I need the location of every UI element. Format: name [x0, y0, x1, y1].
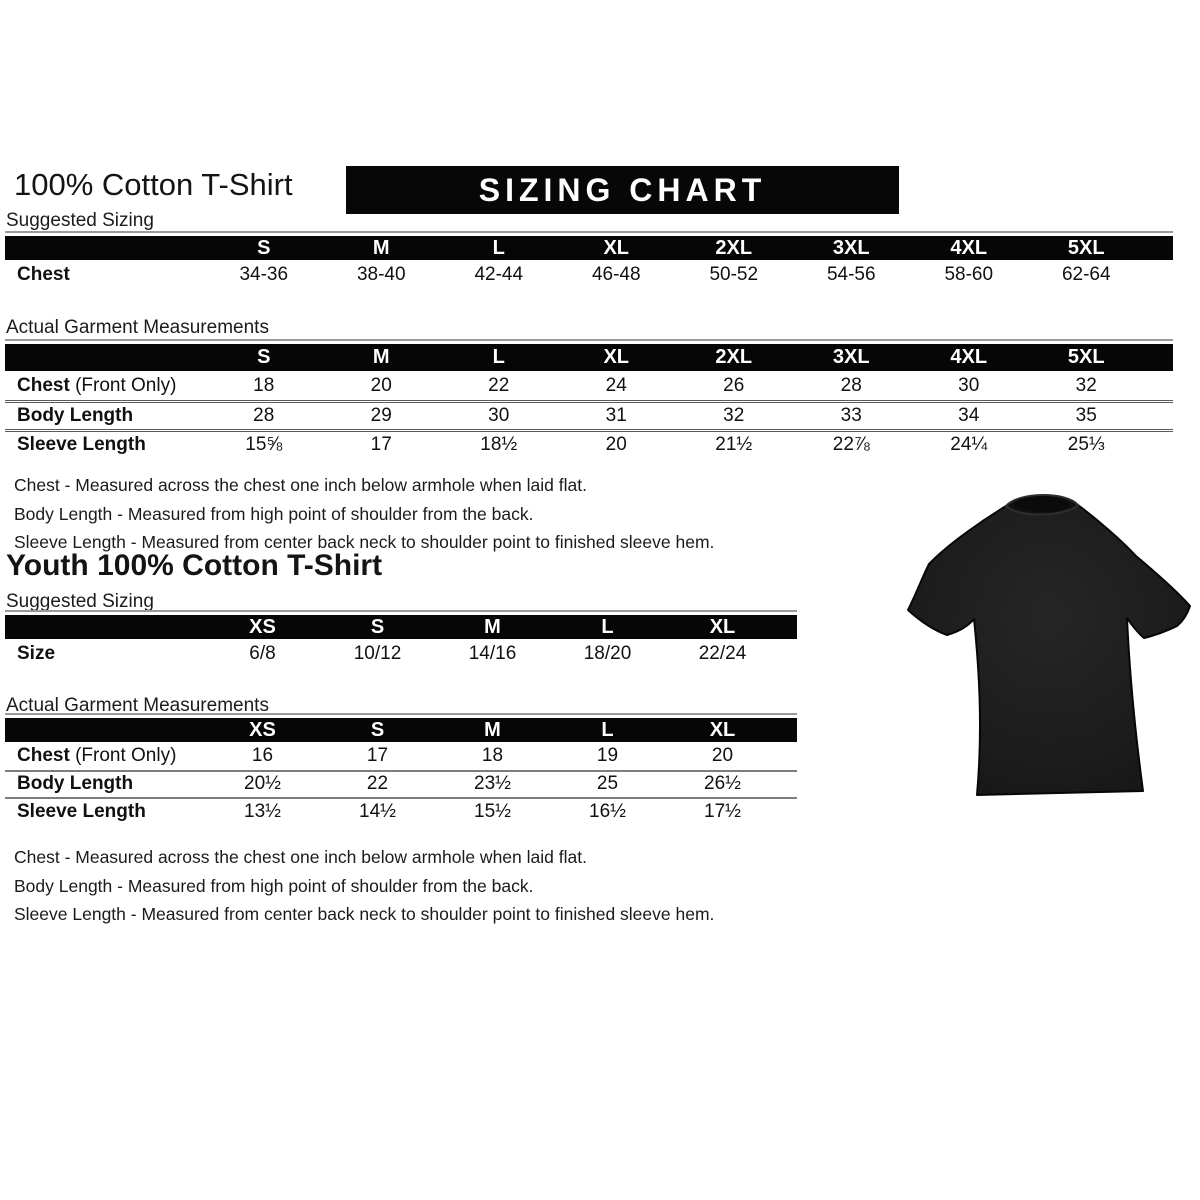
table-cell: 15⅝ — [245, 434, 283, 455]
table-cell: 18 — [481, 744, 504, 766]
table-cell: 38-40 — [356, 264, 406, 285]
table-cell: 33 — [840, 405, 862, 426]
tshirt-photo — [893, 472, 1198, 812]
tshirt-neck-opening — [1014, 496, 1070, 512]
table-cell: 34-36 — [239, 264, 289, 285]
table-cell: 24 — [605, 374, 627, 396]
table-cell: 22 — [366, 773, 389, 795]
column-header: XL — [709, 718, 736, 741]
table-cell: 34 — [958, 405, 980, 426]
table-cell: 18½ — [480, 434, 518, 455]
table-cell: 32 — [1075, 374, 1097, 396]
table-cell: 17 — [366, 744, 389, 766]
note-line: Sleeve Length - Measured from center back neck to shoulder point to finished sleeve hem. — [14, 904, 715, 924]
column-header: 5XL — [1067, 236, 1105, 259]
youth-suggested-sizing-table — [5, 615, 797, 668]
row-label — [5, 773, 205, 795]
row-label-main: Chest — [17, 374, 70, 396]
row-label-main: Chest — [17, 744, 70, 766]
adult-notes — [14, 471, 714, 557]
table-row — [5, 429, 1173, 458]
table-cell: 14/16 — [468, 642, 517, 664]
youth-notes — [14, 843, 714, 929]
table-row — [5, 371, 1173, 400]
table-cell: 18/20 — [583, 642, 632, 664]
row-label-main: Body Length — [17, 773, 134, 795]
column-header: 4XL — [950, 236, 988, 259]
table-cell: 17 — [370, 434, 392, 455]
row-label — [5, 264, 205, 286]
column-header: L — [492, 236, 505, 259]
column-header: XS — [249, 718, 276, 741]
column-header: S — [257, 346, 271, 368]
row-label — [5, 434, 205, 456]
column-header: 4XL — [950, 346, 988, 368]
table-cell: 30 — [958, 374, 980, 396]
table-cell: 25 — [596, 773, 619, 795]
table-cell: 16½ — [589, 800, 626, 822]
row-label — [5, 801, 205, 823]
table-cell: 42-44 — [474, 264, 524, 285]
column-header: 2XL — [715, 346, 753, 368]
column-header: M — [372, 236, 390, 259]
row-label-main: Body Length — [17, 405, 134, 426]
row-label-suffix: (Front Only) — [69, 744, 177, 766]
table-cell: 30 — [488, 405, 510, 426]
row-label — [5, 375, 205, 397]
table-header-row — [5, 718, 797, 742]
table-cell: 20 — [370, 374, 392, 396]
column-header: 3XL — [832, 346, 870, 368]
column-header: M — [372, 346, 390, 368]
table-cell: 16 — [251, 744, 274, 766]
table-row — [5, 797, 797, 825]
table-cell: 29 — [370, 405, 392, 426]
table-cell: 20½ — [244, 773, 281, 795]
row-label-main: Chest — [17, 264, 70, 285]
table-cell: 15½ — [474, 800, 511, 822]
youth-suggested-sizing-label: Suggested Sizing — [6, 591, 154, 612]
table-cell: 10/12 — [353, 642, 402, 664]
table-row — [5, 742, 797, 770]
table-cell: 26½ — [704, 773, 741, 795]
table-header-row — [5, 236, 1173, 260]
row-label — [5, 643, 205, 665]
table-cell: 17½ — [704, 800, 741, 822]
tshirt-body — [908, 498, 1190, 795]
table-header-row — [5, 615, 797, 639]
table-cell: 62-64 — [1061, 264, 1111, 285]
table-cell: 14½ — [359, 800, 396, 822]
youth-measurements-table — [5, 718, 797, 825]
table-cell: 22⅞ — [832, 434, 870, 455]
row-label-main: Sleeve Length — [17, 434, 146, 455]
table-cell: 18 — [253, 374, 275, 396]
column-header: L — [601, 615, 614, 638]
table-cell: 28 — [840, 374, 862, 396]
column-header: XS — [249, 615, 276, 638]
table-cell: 20 — [711, 744, 734, 766]
column-header: 3XL — [832, 236, 870, 259]
row-label-main: Sleeve Length — [17, 800, 146, 822]
row-label — [5, 745, 205, 767]
table-cell: 20 — [605, 434, 627, 455]
column-header: 5XL — [1067, 346, 1105, 368]
table-row — [5, 260, 1173, 290]
column-header: S — [257, 236, 271, 259]
note-line: Body Length - Measured from high point of shoulder from the back. — [14, 875, 534, 896]
youth-measurements-label: Actual Garment Measurements — [6, 695, 269, 716]
note-line: Chest - Measured across the chest one inch below armhole when laid flat. — [14, 475, 587, 495]
adult-measurements-table — [5, 344, 1173, 458]
column-header: L — [492, 346, 505, 368]
table-cell: 28 — [253, 405, 275, 426]
column-header: M — [484, 718, 501, 741]
note-line: Body Length - Measured from high point of shoulder from the back. — [14, 503, 534, 524]
sizing-chart-banner: SIZING CHART — [346, 166, 899, 214]
table-cell: 54-56 — [826, 264, 876, 285]
column-header: XL — [603, 236, 630, 259]
table-cell: 26 — [723, 374, 745, 396]
table-cell: 6/8 — [249, 642, 276, 664]
table-cell: 13½ — [244, 800, 281, 822]
table-cell: 25⅓ — [1067, 434, 1105, 455]
column-header: XL — [603, 346, 630, 368]
table-cell: 24¼ — [950, 434, 988, 455]
table-cell: 23½ — [474, 773, 511, 795]
table-cell: 58-60 — [944, 264, 994, 285]
table-cell: 22/24 — [698, 642, 747, 664]
table-cell: 19 — [596, 744, 619, 766]
row-label — [5, 405, 205, 427]
table-cell: 21½ — [715, 434, 753, 455]
table-cell: 32 — [723, 405, 745, 426]
note-line: Chest - Measured across the chest one inch below armhole when laid flat. — [14, 847, 587, 867]
column-header: L — [601, 718, 614, 741]
table-cell: 46-48 — [591, 264, 641, 285]
youth-title: Youth 100% Cotton T-Shirt — [6, 549, 383, 582]
column-header: M — [484, 615, 501, 638]
adult-measurements-label: Actual Garment Measurements — [6, 317, 269, 338]
table-header-row — [5, 344, 1173, 371]
table-row — [5, 400, 1173, 429]
column-header: S — [370, 615, 385, 638]
table-row — [5, 639, 797, 668]
tshirt-illustration — [893, 472, 1198, 812]
table-cell: 35 — [1075, 405, 1097, 426]
table-cell: 22 — [488, 374, 510, 396]
row-label-main: Size — [17, 642, 56, 664]
adult-suggested-sizing-table — [5, 236, 1173, 290]
table-cell: 50-52 — [709, 264, 759, 285]
adult-suggested-sizing-label: Suggested Sizing — [6, 210, 154, 231]
note-line: Sleeve Length - Measured from center back neck to shoulder point to finished sleeve hem. — [14, 532, 715, 552]
column-header: XL — [709, 615, 736, 638]
table-cell: 31 — [605, 405, 627, 426]
column-header: 2XL — [715, 236, 753, 259]
table-row — [5, 770, 797, 798]
adult-title: 100% Cotton T-Shirt — [14, 167, 293, 202]
column-header: S — [370, 718, 385, 741]
row-label-suffix: (Front Only) — [69, 374, 177, 396]
